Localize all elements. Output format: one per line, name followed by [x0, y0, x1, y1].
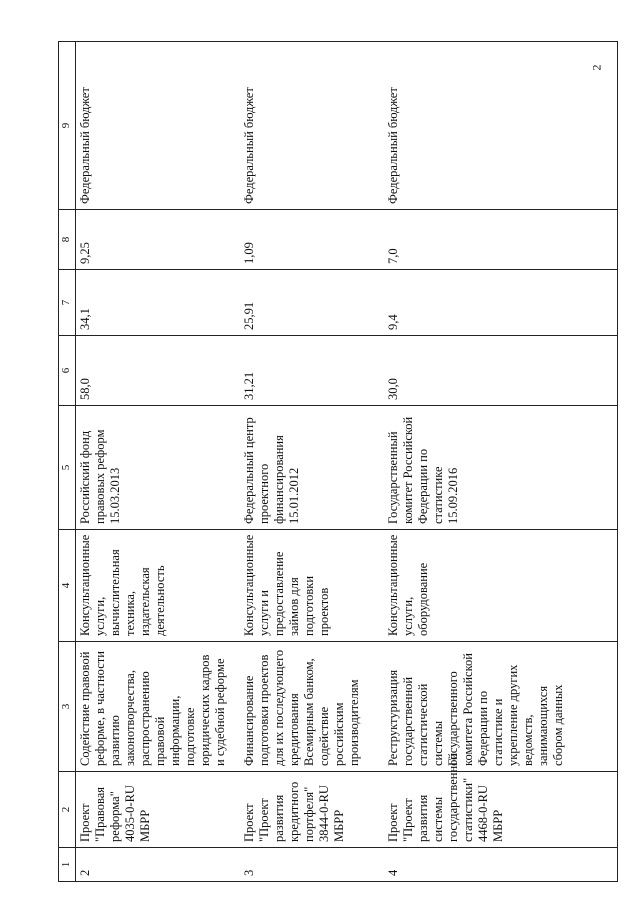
value-col7: 34,1	[76, 270, 240, 336]
funding-source: Федеральный бюджет	[240, 42, 384, 210]
project-purpose: Содействие правовой реформе, в частности развитию законотворчества, распространению правовой информации, подготовке юридических кадров и судебной реформе	[76, 642, 240, 772]
row-number: 4	[384, 848, 618, 882]
project-purpose: Реструктуризация государственной статистической системы Государственного комитета Российской Федерации по статистике и укрепление других ведомств, занимающихся сбором данных	[384, 642, 618, 772]
value-col8: 1,09	[240, 210, 384, 270]
value-col6: 58,0	[76, 336, 240, 406]
column-header: 3	[59, 642, 76, 772]
project-purpose: Финансирование подготовки проектов для их последующего кредитования Всемирным банком, содействие российским производителям	[240, 642, 384, 772]
projects-table	[58, 41, 618, 882]
column-header: 2	[59, 772, 76, 848]
rotated-table-wrapper	[58, 42, 618, 882]
column-number-header	[59, 42, 76, 882]
value-col6: 30,0	[384, 336, 618, 406]
column-header: 6	[59, 336, 76, 406]
project-services: Консультационные услуги и предоставление займов для подготовки проектов	[240, 530, 384, 642]
value-col7: 25,91	[240, 270, 384, 336]
funding-source: Федеральный бюджет	[384, 42, 618, 210]
project-name: Проект "Проект развития системы государственной статистики" 4468-0-RU МБРР	[384, 772, 618, 848]
implementing-agency: Российский фонд правовых реформ 15.03.2013	[76, 406, 240, 530]
funding-source: Федеральный бюджет	[76, 42, 240, 210]
table-row	[76, 42, 240, 882]
project-services: Консультационные услуги, вычислительная техника, издательская деятельность	[76, 530, 240, 642]
column-header: 9	[59, 42, 76, 210]
project-services: Консультационные услуги, оборудование	[384, 530, 618, 642]
column-header: 1	[59, 848, 76, 882]
project-name: Проект "Проект развития кредитного портфеля" 3844-0-RU МБРР	[240, 772, 384, 848]
page-number: 2	[589, 64, 604, 71]
value-col8: 9,25	[76, 210, 240, 270]
value-col7: 9,4	[384, 270, 618, 336]
table-row	[240, 42, 384, 882]
value-col8: 7,0	[384, 210, 618, 270]
column-header: 4	[59, 530, 76, 642]
table-row	[384, 42, 618, 882]
implementing-agency: Государственный комитет Российской Федерации по статистике 15.09.2016	[384, 406, 618, 530]
row-number: 2	[76, 848, 240, 882]
column-header: 7	[59, 270, 76, 336]
column-header: 8	[59, 210, 76, 270]
column-header: 5	[59, 406, 76, 530]
value-col6: 31,21	[240, 336, 384, 406]
implementing-agency: Федеральный центр проектного финансирования 15.01.2012	[240, 406, 384, 530]
project-name: Проект "Правовая реформа" 4035-0-RU МБРР	[76, 772, 240, 848]
row-number: 3	[240, 848, 384, 882]
